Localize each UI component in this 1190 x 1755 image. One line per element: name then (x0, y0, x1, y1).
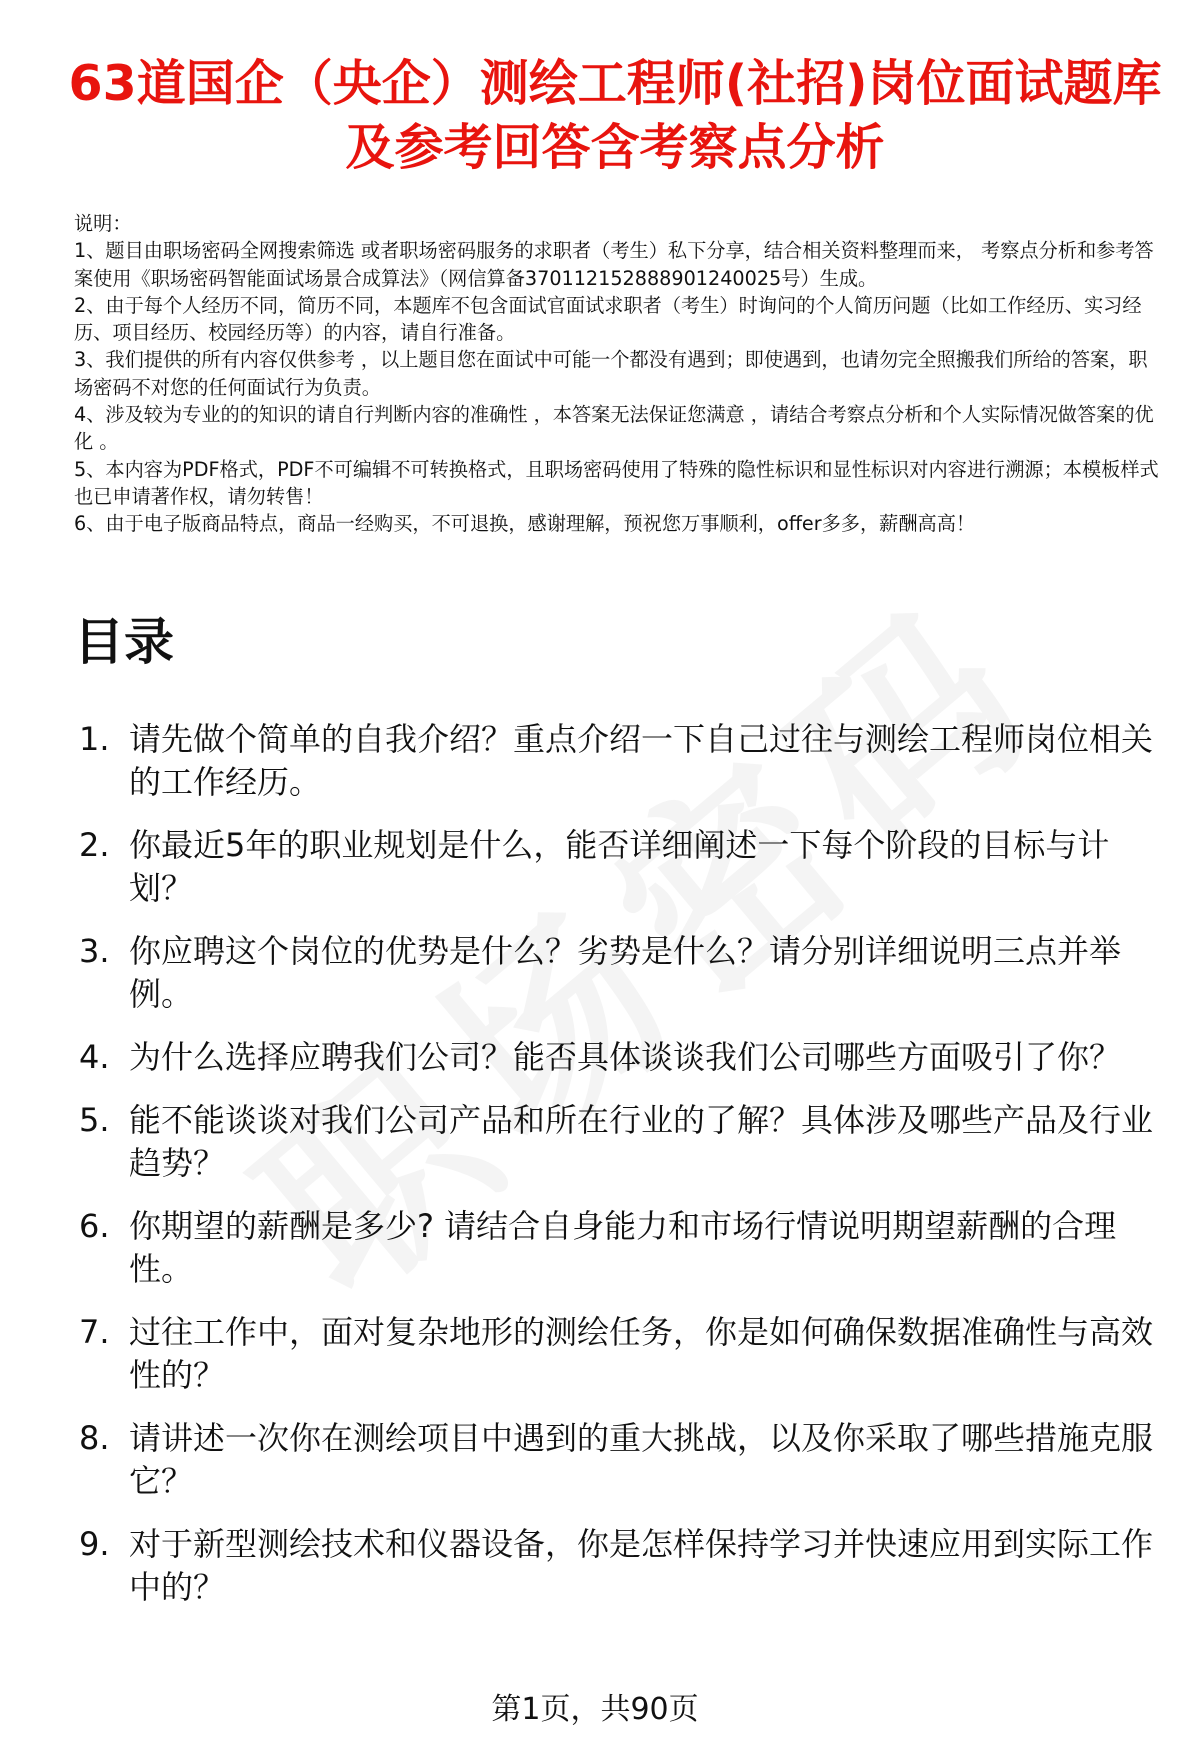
toc-list (74, 718, 1164, 1629)
toc-item-number: 3. (79, 932, 110, 970)
toc-item-text: 请先做个简单的自我介绍？重点介绍一下自己过往与测绘工程师岗位相关的工作经历。 (129, 720, 1154, 801)
note-item: 2、由于每个人经历不同，简历不同，本题库不包含面试官面试求职者（考生）时询问的个人简历问题（比如工作经历、实习经历、项目经历、校园经历等）的内容，请自行准备。 (74, 293, 1142, 345)
toc-item-text: 请讲述一次你在测绘项目中遇到的重大挑战，以及你采取了哪些措施克服它？ (129, 1419, 1154, 1500)
note-item: 1、题目由职场密码全网搜索筛选 或者职场密码服务的求职者（考生）私下分享，结合相关资料整理而来， 考察点分析和参考答案使用《职场密码智能面试场景合成算法》（网信算备370112152888901240025号）生成。 (74, 239, 1154, 290)
toc-item[interactable] (74, 1417, 1164, 1503)
toc-item-text: 你最近5年的职业规划是什么，能否详细阐述一下每个阶段的目标与计划？ (129, 826, 1110, 907)
toc-item-number: 2. (79, 826, 110, 864)
toc-item-text: 为什么选择应聘我们公司？能否具体谈谈我们公司哪些方面吸引了你？ (129, 1038, 1122, 1076)
toc-item[interactable] (74, 1523, 1164, 1609)
note-item: 5、本内容为PDF格式，PDF不可编辑不可转换格式，且职场密码使用了特殊的隐性标识和显性标识对内容进行溯源；本模板样式也已申请著作权，请勿转售！ (74, 457, 1159, 508)
toc-item[interactable] (74, 718, 1164, 804)
toc-item-number: 7. (79, 1313, 110, 1351)
toc-item-number: 9. (79, 1525, 110, 1563)
toc-item-number: 6. (79, 1207, 110, 1245)
toc-item-number: 1. (79, 720, 110, 758)
toc-item[interactable] (74, 1099, 1164, 1185)
toc-item[interactable] (74, 930, 1164, 1016)
toc-item[interactable] (74, 1036, 1164, 1079)
toc-heading: 目录 (74, 613, 174, 671)
toc-item[interactable] (74, 824, 1164, 910)
toc-item-text: 过往工作中，面对复杂地形的测绘任务，你是如何确保数据准确性与高效性的？ (129, 1313, 1154, 1394)
toc-item-text: 能不能谈谈对我们公司产品和所在行业的了解？具体涉及哪些产品及行业趋势？ (129, 1101, 1154, 1182)
note-item: 6、由于电子版商品特点，商品一经购买，不可退换，感谢理解，预祝您万事顺利，offer多多，薪酬高高！ (74, 512, 976, 536)
toc-item-number: 5. (79, 1101, 110, 1139)
toc-item-text: 你应聘这个岗位的优势是什么？劣势是什么？请分别详细说明三点并举例。 (129, 932, 1122, 1013)
toc-item-text: 你期望的薪酬是多少? 请结合自身能力和市场行情说明期望薪酬的合理性。 (129, 1207, 1117, 1288)
toc-item[interactable] (74, 1205, 1164, 1291)
toc-item-number: 8. (79, 1419, 110, 1457)
page-title: 63道国企（央企）测绘工程师(社招)岗位面试题库及参考回答含考察点分析 (68, 55, 1162, 176)
note-item: 4、涉及较为专业的的知识的请自行判断内容的准确性 ，本答案无法保证您满意 ，请结合考察点分析和个人实际情况做答案的优化 。 (74, 403, 1154, 454)
toc-item-number: 4. (79, 1038, 110, 1076)
page-footer: 第1页，共90页 (491, 1692, 699, 1727)
note-item: 3、我们提供的所有内容仅供参考 ，以上题目您在面试中可能一个都没有遇到；即使遇到，也请勿完全照搬我们所给的答案，职场密码不对您的任何面试行为负责。 (74, 348, 1148, 399)
toc-item[interactable] (74, 1311, 1164, 1397)
notes-section (74, 210, 1159, 538)
toc-item-text: 对于新型测绘技术和仪器设备，你是怎样保持学习并快速应用到实际工作中的？ (129, 1525, 1154, 1606)
notes-heading: 说明： (74, 212, 132, 235)
